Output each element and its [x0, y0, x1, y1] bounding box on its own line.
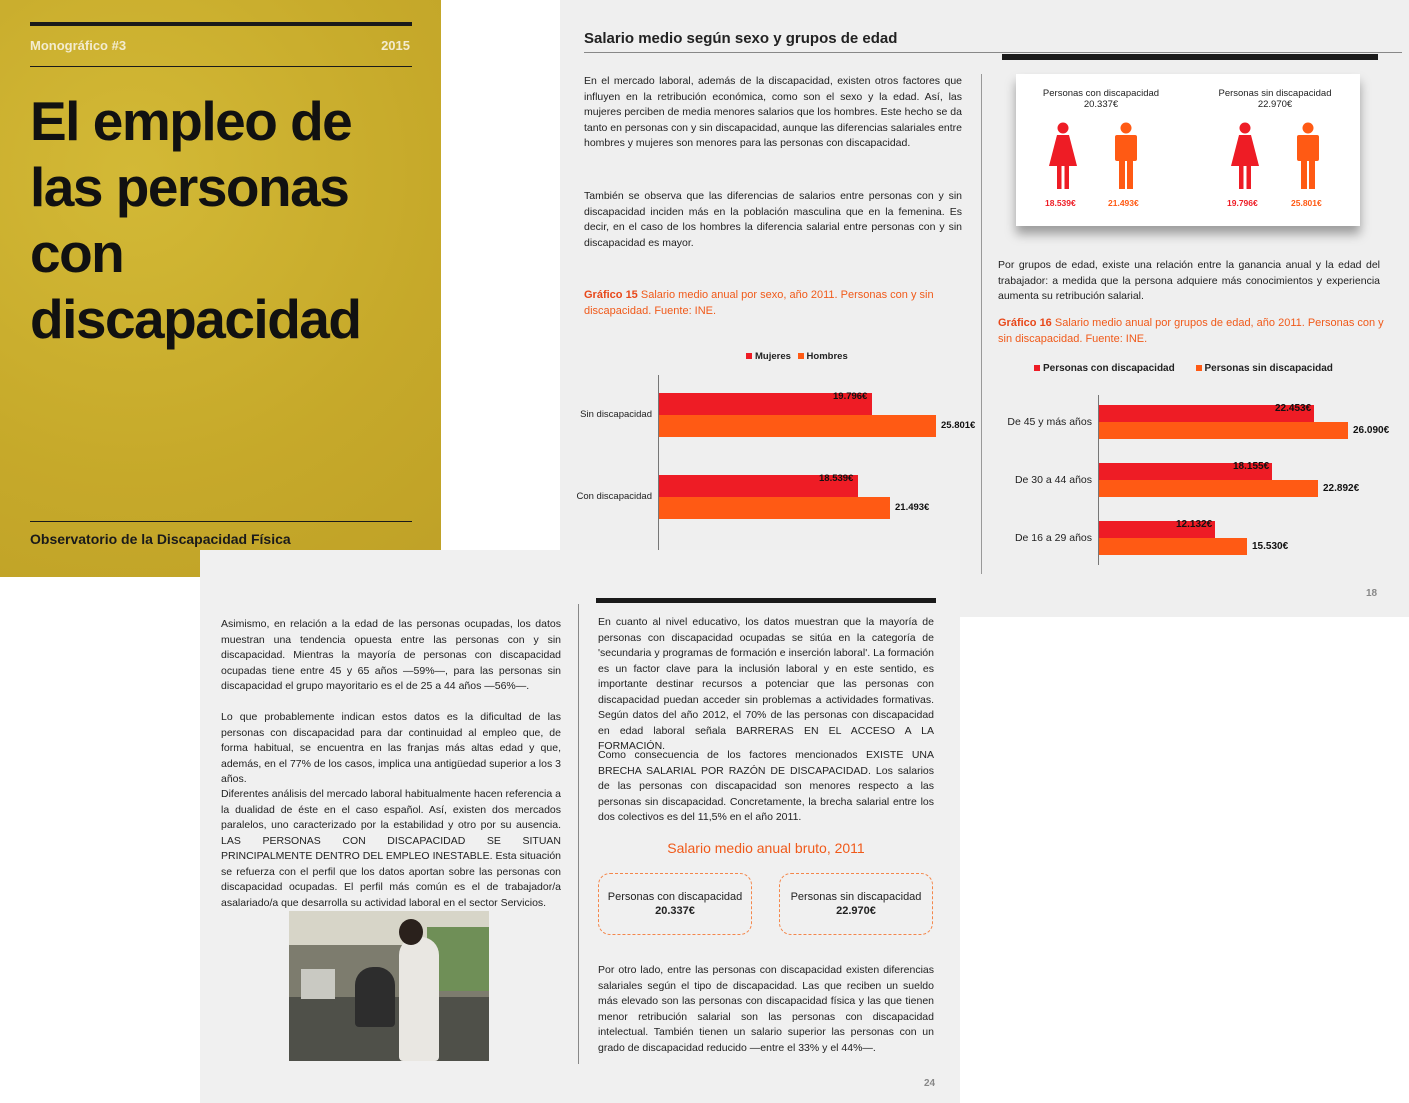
data-label: 12.132€ [1176, 519, 1213, 530]
caption-label: Gráfico 16 [998, 317, 1052, 329]
data-label: 18.155€ [1233, 461, 1270, 472]
category-label: Con discapacidad [576, 491, 652, 502]
category-label: De 16 a 29 años [1014, 532, 1092, 544]
cover-year: 2015 [381, 38, 410, 53]
man-salary: 25.801€ [1291, 198, 1322, 208]
data-label: 19.796€ [833, 391, 868, 402]
category-label: De 45 y más años [1007, 416, 1092, 428]
bar [659, 415, 936, 437]
bar [1099, 480, 1318, 497]
chart-16 [990, 355, 1400, 570]
photo-person-standing [399, 937, 439, 1061]
page-18 [560, 0, 1409, 617]
paragraph: Lo que probablemente indican estos datos es la dificultad de las personas con discapacidad para dar continuidad al empleo que, de forma habitual, se encuentra en las franjas más altas edad y que, además, en el 77% de los casos, implica una antigüedad superior a los 3 años. [221, 711, 561, 785]
legend-label: Mujeres [755, 351, 791, 362]
paragraph: Como consecuencia de los factores mencionados EXISTE UNA BRECHA SALARIAL POR RAZÓN DE DISCAPACIDAD. Los salarios de las personas con discapacidad son menores respecto a las personas sin discapacidad. Concretamente, la brecha salarial entre los dos colectivos es del 11,5% en el año 2011. [598, 749, 934, 823]
office-photo [289, 911, 489, 1061]
cover-rule-3 [30, 521, 412, 522]
paragraph: Diferentes análisis del mercado laboral habitualmente hacen referencia a la dualidad de éste en el caso español. Así, existen dos mercados paralelos, uno caracterizado por la estabilidad y otro por su ausencia. LAS PERSONAS CON DISCAPACIDAD SE SITUAN PRINCIPALMENTE DENTRO DEL EMPLEO INESTABLE. Esta situación se refuerza con el perfil que los datos aportan sobre las personas con discapacidad ocupadas. El perfil más común es el de trabajador/a asalariado/a que desarrolla su actividad laboral en el sector Servicios. [221, 788, 561, 909]
legend-label: Personas sin discapacidad [1204, 363, 1333, 374]
cover-top-rule [30, 22, 412, 26]
bar [1099, 538, 1247, 555]
salary-box-title: Salario medio anual bruto, 2011 [667, 840, 865, 856]
data-label: 15.530€ [1252, 540, 1289, 552]
column-divider [981, 74, 982, 574]
data-label: 22.892€ [1323, 482, 1360, 494]
man-salary: 21.493€ [1108, 198, 1139, 208]
infographic-right-title [1200, 88, 1350, 110]
chart-caption-16 [998, 315, 1388, 347]
infographic-title: Personas sin discapacidad [1218, 88, 1332, 99]
cover-page [0, 0, 441, 577]
photo-monitor [301, 969, 335, 999]
header-rule [584, 52, 1402, 53]
woman-salary: 19.796€ [1227, 198, 1258, 208]
salary-infographic [1016, 74, 1360, 226]
photo-head [399, 919, 423, 945]
bar [659, 497, 890, 519]
chart-15-plot [570, 345, 976, 555]
box-value: 22.970€ [836, 905, 876, 917]
infographic-left-title [1026, 88, 1176, 110]
category-label: De 30 a 44 años [1014, 474, 1092, 486]
data-label: 26.090€ [1353, 424, 1390, 436]
paragraph: Por grupos de edad, existe una relación entre la ganancia anual y la edad del trabajador: a medida que la persona adquiere más conocimientos y experiencia aumenta su retribución salarial. [998, 259, 1380, 302]
infographic-total: 22.970€ [1257, 99, 1293, 110]
paragraph: En cuanto al nivel educativo, los datos muestran que la mayoría de personas con discapacidad ocupadas se sitúa en la categoría de 'secundaria y programas de formación e inserción laboral'. La formación es un factor clave para la inclusión laboral y en este sentido, es importante destinar recursos a potenciar que las personas con discapacidad puedan acceder sin problemas a actividades formativas. Según datos del año 2012, el 70% de las personas con discapacidad en edad laboral señala BARRERAS EN EL ACCESO A LA FORMACIÓN. [598, 616, 934, 752]
woman-icon [1230, 122, 1260, 190]
data-label: 21.493€ [895, 502, 930, 513]
header-thick-rule [1002, 54, 1378, 60]
salary-box-without-disability [779, 873, 933, 935]
paragraph: También se observa que las diferencias de salarios entre personas con y sin discapacidad inciden más en la población masculina que en la femenina. Es decir, en el caso de los hombres la diferencia salarial entre personas con y sin discapacidad es mayor. [584, 190, 962, 249]
legend-label: Hombres [806, 351, 848, 362]
cover-title-line: con [30, 222, 124, 284]
page-number: 18 [1366, 588, 1378, 599]
data-label: 18.539€ [819, 473, 854, 484]
page-number: 24 [924, 1078, 936, 1089]
data-label: 25.801€ [941, 420, 976, 431]
caption-text: Salario medio anual por sexo, año 2011. Personas con y sin discapacidad. Fuente: INE. [584, 289, 934, 317]
cover-footer: Observatorio de la Discapacidad Física [30, 531, 291, 547]
column-divider [578, 604, 579, 1064]
box-label: Personas sin discapacidad [790, 891, 922, 903]
paragraph: Asimismo, en relación a la edad de las personas ocupadas, los datos muestran una tendencia opuesta entre las personas con y sin discapacidad. Mientras la mayoría de personas con discapacidad ocupadas tiene entre 45 y 65 años —59%—, para las personas sin discapacidad el grupo mayoritario es el de 25 a 44 años —56%—. [221, 618, 561, 692]
data-label: 22.453€ [1275, 403, 1312, 414]
infographic-title: Personas con discapacidad [1042, 88, 1160, 99]
cover-rule-2 [30, 66, 412, 67]
woman-icon [1048, 122, 1078, 190]
salary-box-with-disability [598, 873, 752, 935]
cover-title-line: El empleo de [30, 90, 352, 152]
top-thick-rule [596, 598, 936, 603]
legend-label: Personas con discapacidad [1043, 363, 1175, 374]
caption-label: Gráfico 15 [584, 289, 638, 301]
category-label: Sin discapacidad [580, 409, 652, 420]
cover-title-line: las personas [30, 156, 349, 218]
page-24 [200, 550, 960, 1103]
photo-person-seated [355, 967, 395, 1027]
box-label: Personas con discapacidad [607, 891, 743, 903]
box-value: 20.337€ [655, 905, 695, 917]
cover-title [30, 88, 430, 352]
bar [1099, 422, 1348, 439]
chart-16-plot [990, 355, 1400, 570]
cover-title-line: discapacidad [30, 288, 361, 350]
man-icon [1294, 122, 1322, 190]
chart-caption-15 [584, 287, 974, 319]
man-icon [1112, 122, 1140, 190]
infographic-total: 20.337€ [1083, 99, 1119, 110]
paragraph: Por otro lado, entre las personas con discapacidad existen diferencias salariales según el tipo de discapacidad. Las que reciben un sueldo más elevado son las personas con discapacidad física y las que tienen menor retribución salarial son las personas con discapacidad intelectual. También tienen un salario superior las personas con un grado de discapacidad reducido —entre el 33% y el 44%—. [598, 964, 934, 1054]
page-header: Salario medio según sexo y grupos de edad [584, 30, 898, 47]
chart-15 [570, 345, 976, 555]
paragraph: En el mercado laboral, además de la discapacidad, existen otros factores que influyen en la retribución económica, como son el sexo y la edad. Así, las mujeres perciben de media menores salarios que los hombres. Este hecho se da tanto en personas con y sin discapacidad, aunque las diferencias salariales entre hombres y mujeres son menores para las personas con discapacidad. [584, 75, 962, 149]
woman-salary: 18.539€ [1045, 198, 1076, 208]
caption-text: Salario medio anual por grupos de edad, año 2011. Personas con y sin discapacidad. Fuente: INE. [998, 317, 1384, 345]
cover-series: Monográfico #3 [30, 38, 127, 53]
